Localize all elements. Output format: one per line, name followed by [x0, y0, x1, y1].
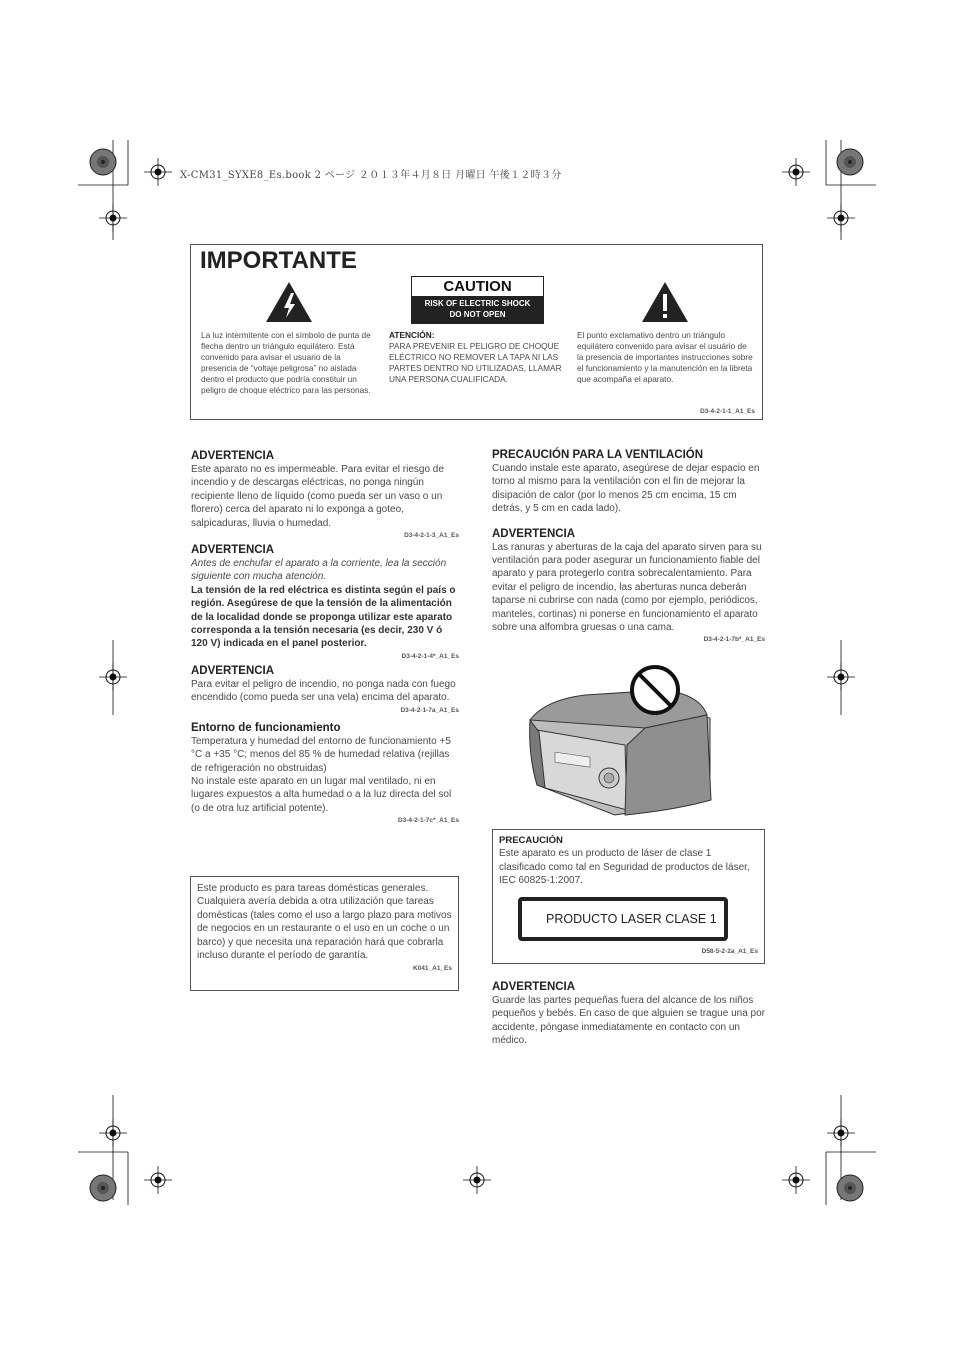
advertencia-code-r1: D3-4-2-1-7b*_A1_Es: [703, 636, 765, 644]
advertencia-text-3: Para evitar el peligro de incendio, no ponga nada con fuego encendido (como pueda ser una vela) encima del aparato.: [191, 678, 456, 704]
caution-sub-line-2: DO NOT OPEN: [449, 310, 506, 319]
domestic-use-text: Este producto es para tareas domésticas generales. Cualquiera avería debida a otra utilización que tareas domésticas (tales como el uso a largo plazo para motivos de negocios en un restaurante o el uso en un coche o un barco) y que necesita una reparación hará que cobrarla incluso durante el período de garantía.: [197, 883, 452, 962]
lightning-description: La luz intermitente con el símbolo de punta de flecha dentro un triángulo equilátero. Está convenido para avisar el usuario de la presencia de “voltaje peligrosa” no aislada dentro el producto que podría constituir un peligro de choque eléctrico para las personas.: [201, 330, 371, 395]
entorno-heading: Entorno de funcionamiento: [191, 721, 341, 734]
advertencia-text-1: Este aparato no es impermeable. Para evitar el riesgo de incendio y de descargas eléctricas, no ponga ningún recipiente lleno de líquido (como pueda ser un vaso o un florero) cerca del aparato ni lo exponga a goteo, salpicaduras, lluvia o humedad.: [191, 464, 444, 529]
small-parts-section: [492, 980, 765, 1048]
caution-label: [411, 276, 544, 324]
advertencia-text-r2: Guarde las partes pequeñas fuera del alcance de los niños pequeños y bebés. En caso de que alguien se trague una por accidente, póngase inmediatamente en contacto con un médico.: [492, 995, 765, 1047]
advertencia-text-r1: Las ranuras y aberturas de la caja del aparato sirven para su ventilación para poder asegurar un funcionamiento fiable del aparato y para protegerlo contra sobrecalentamiento. Para evitar el peligro de incendio, las aberturas nunca deberán taparse ni cubrirse con nada (como por ejemplo, periódicos, manteles, cortinas) ni ponerse en funcionamiento el aparato sobre una alfombra gruesas o una cama.: [492, 541, 762, 634]
atencion-heading: ATENCIÓN:: [389, 330, 435, 340]
entorno-text-2: No instale este aparato en un lugar mal ventilado, ni en lugares expuestos a alta humedad o a la luz directa del sol (o de otra luz artificial potente).: [191, 775, 452, 814]
exclamation-warning-icon: [641, 281, 689, 323]
advertencia-heading-1: ADVERTENCIA: [191, 450, 275, 462]
caution-sub-line-1: RISK OF ELECTRIC SHOCK: [424, 299, 531, 308]
advertencia-heading-r2: ADVERTENCIA: [492, 981, 576, 993]
laser-class-label: PRODUCTO LASER CLASE 1: [518, 897, 728, 941]
left-column: [191, 449, 459, 824]
laser-text: Este aparato es un producto de láser de clase 1 clasificado como tal en Seguridad de productos de láser, IEC 60825-1:2007.: [499, 848, 750, 887]
exclamation-description: El punto exclamativo dentro un triángulo equilátero convenido para avisar el usuário de la presencia de importantes instrucciones sobre el funcionamiento y la manutención en la libreta que acompaña el aparato.: [577, 330, 753, 384]
advertencia-heading-r1: ADVERTENCIA: [492, 527, 576, 540]
advertencia-code-3: D3-4-2-1-7a_A1_Es: [400, 706, 459, 714]
domestic-use-box: [190, 876, 459, 991]
advertencia-code-1: D3-4-2-1-3_A1_Es: [404, 532, 459, 540]
advertencia-italic-2: Antes de enchufar el aparato a la corriente, lea la sección siguiente con mucha atención.: [191, 558, 447, 583]
laser-code: D58-5-2-2a_A1_Es: [701, 948, 758, 955]
atencion-text: PARA PREVENIR EL PELIGRO DE CHOQUE ELÉCTRICO NO REMOVER LA TAPA NI LAS PARTES DENTRO NO UTILIZADAS, LLAMAR UNA PERSONA CUALIFICADA.: [389, 341, 562, 384]
page-title: IMPORTANTE: [200, 247, 357, 274]
importante-box: [190, 244, 763, 420]
entorno-code: D3-4-2-1-7c*_A1_Es: [397, 817, 459, 825]
covered-device-illustration: [525, 660, 715, 820]
right-column: [492, 448, 765, 643]
caution-subtitle: [412, 296, 543, 323]
laser-heading: PRECAUCIÓN: [499, 835, 563, 846]
caution-title: CAUTION: [443, 278, 512, 295]
advertencia-heading-3: ADVERTENCIA: [191, 664, 275, 677]
advertencia-heading-2: ADVERTENCIA: [191, 544, 275, 557]
advertencia-bold-2: La tensión de la red eléctrica es distinta según el país o región. Asegúrese de que la tensión de la alimentación de la localidad donde se proponga utilizar este aparato corresponda a la tensión necesaria (es decir, 230 V ó 120 V) indicada en el panel posterior.: [191, 584, 456, 650]
ventilacion-text: Cuando instale este aparato, asegúrese de dejar espacio en torno al mismo para la ventilación con el fin de mejorar la disipación de calor (por lo menos 25 cm encima, 15 cm detrás, y 5 cm en cada lado).: [492, 463, 760, 515]
lightning-warning-icon: [265, 281, 313, 323]
domestic-use-code: K041_A1_Es: [412, 965, 452, 973]
ventilacion-heading: PRECAUCIÓN PARA LA VENTILACIÓN: [492, 449, 704, 461]
atencion-block: [389, 330, 567, 385]
advertencia-code-2: D3-4-2-1-4*_A1_Es: [401, 652, 459, 660]
file-info-header: X-CM31_SYXE8_Es.book 2 ページ ２０１３年４月８日 月曜日 午後１２時３分: [180, 170, 562, 181]
entorno-text-1: Temperatura y humedad del entorno de funcionamiento +5 °C a +35 °C; menos del 85 % de humedad relativa (rejillas de refrigeración no obstruidas): [191, 735, 451, 774]
laser-warning-box: [492, 829, 765, 964]
importante-code: D3-4-2-1-1_A1_Es: [700, 408, 755, 415]
